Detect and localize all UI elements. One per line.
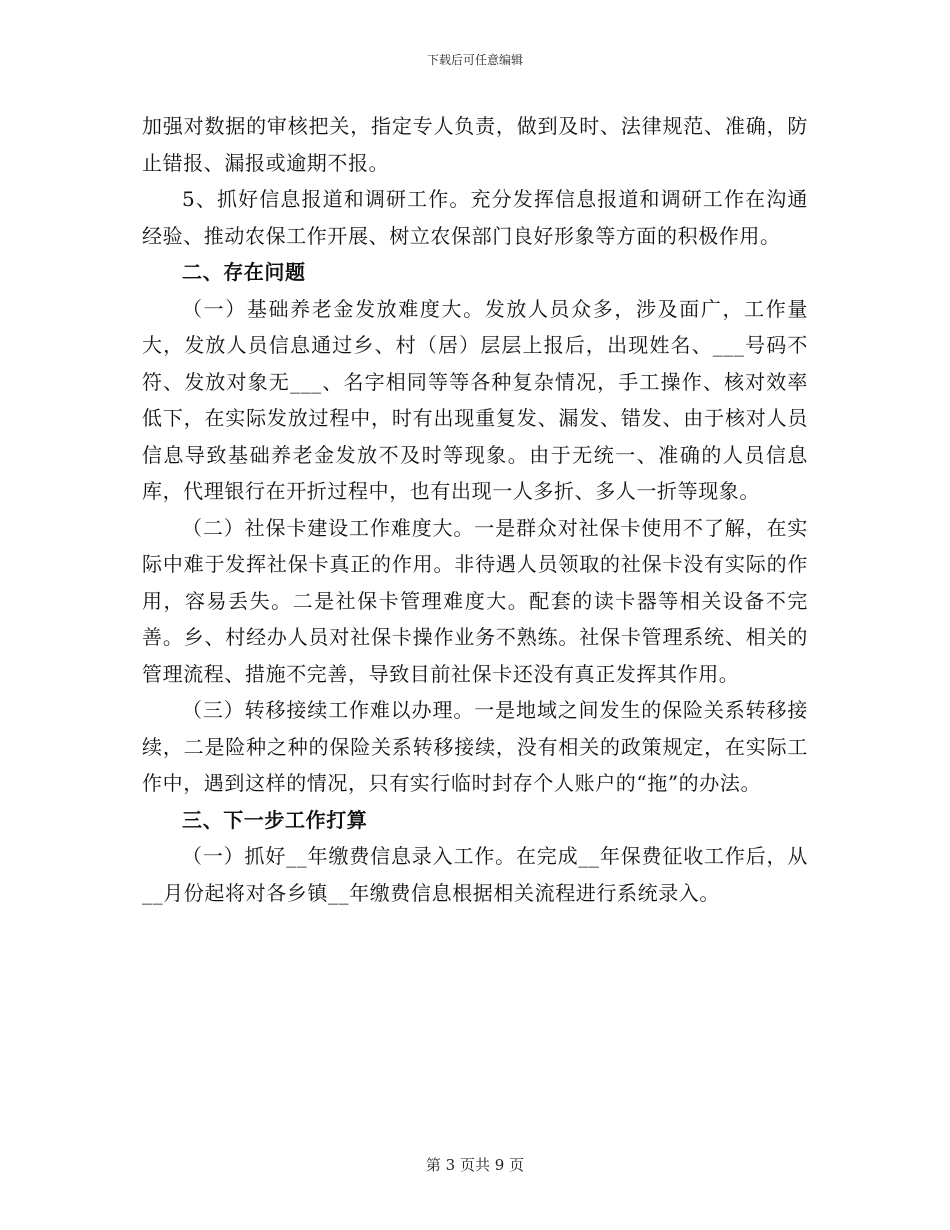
paragraph-problem-1: （一）基础养老金发放难度大。发放人员众多，涉及面广，工作量大，发放人员信息通过乡、村（居）层层上报后，出现姓名、___号码不符、发放对象无___、名字相同等等各种复杂情况，手工操作、核对效率低下，在实际发放过程中，时有出现重复发、漏发、错发、由于核对人员信息导致基础养老金发放不及时等现象。由于无统一、准确的人员信息库，代理银行在开折过程中，也有出现一人多折、多人一折等现象。 xyxy=(142,296,808,503)
paragraph-item-5: 5、抓好信息报道和调研工作。充分发挥信息报道和调研工作在沟通经验、推动农保工作开展、树立农保部门良好形象等方面的积极作用。 xyxy=(142,187,808,248)
paragraph-plan-1: （一）抓好__年缴费信息录入工作。在完成__年保费征收工作后，从__月份起将对各乡镇__年缴费信息根据相关流程进行系统录入。 xyxy=(142,844,808,905)
document-body xyxy=(142,108,808,911)
section-heading-problems: 二、存在问题 xyxy=(182,260,306,284)
page-footer: 第 3 页共 9 页 xyxy=(425,1156,525,1174)
page-header: 下载后可任意编辑 xyxy=(426,53,523,67)
section-heading-next-steps: 三、下一步工作打算 xyxy=(182,807,368,832)
paragraph-continuation: 加强对数据的审核把关，指定专人负责，做到及时、法律规范、准确，防止错报、漏报或逾期不报。 xyxy=(142,114,808,175)
paragraph-problem-3: （三）转移接续工作难以办理。一是地域之间发生的保险关系转移接续，二是险种之种的保险关系转移接续，没有相关的政策规定，在实际工作中，遇到这样的情况，只有实行临时封存个人账户的“拖”的办法。 xyxy=(142,698,808,795)
paragraph-problem-2: （二）社保卡建设工作难度大。一是群众对社保卡使用不了解，在实际中难于发挥社保卡真正的作用。非待遇人员领取的社保卡没有实际的作用，容易丢失。二是社保卡管理难度大。配套的读卡器等相关设备不完善。乡、村经办人员对社保卡操作业务不熟练。社保卡管理系统、相关的管理流程、措施不完善，导致目前社保卡还没有真正发挥其作用。 xyxy=(142,515,808,686)
